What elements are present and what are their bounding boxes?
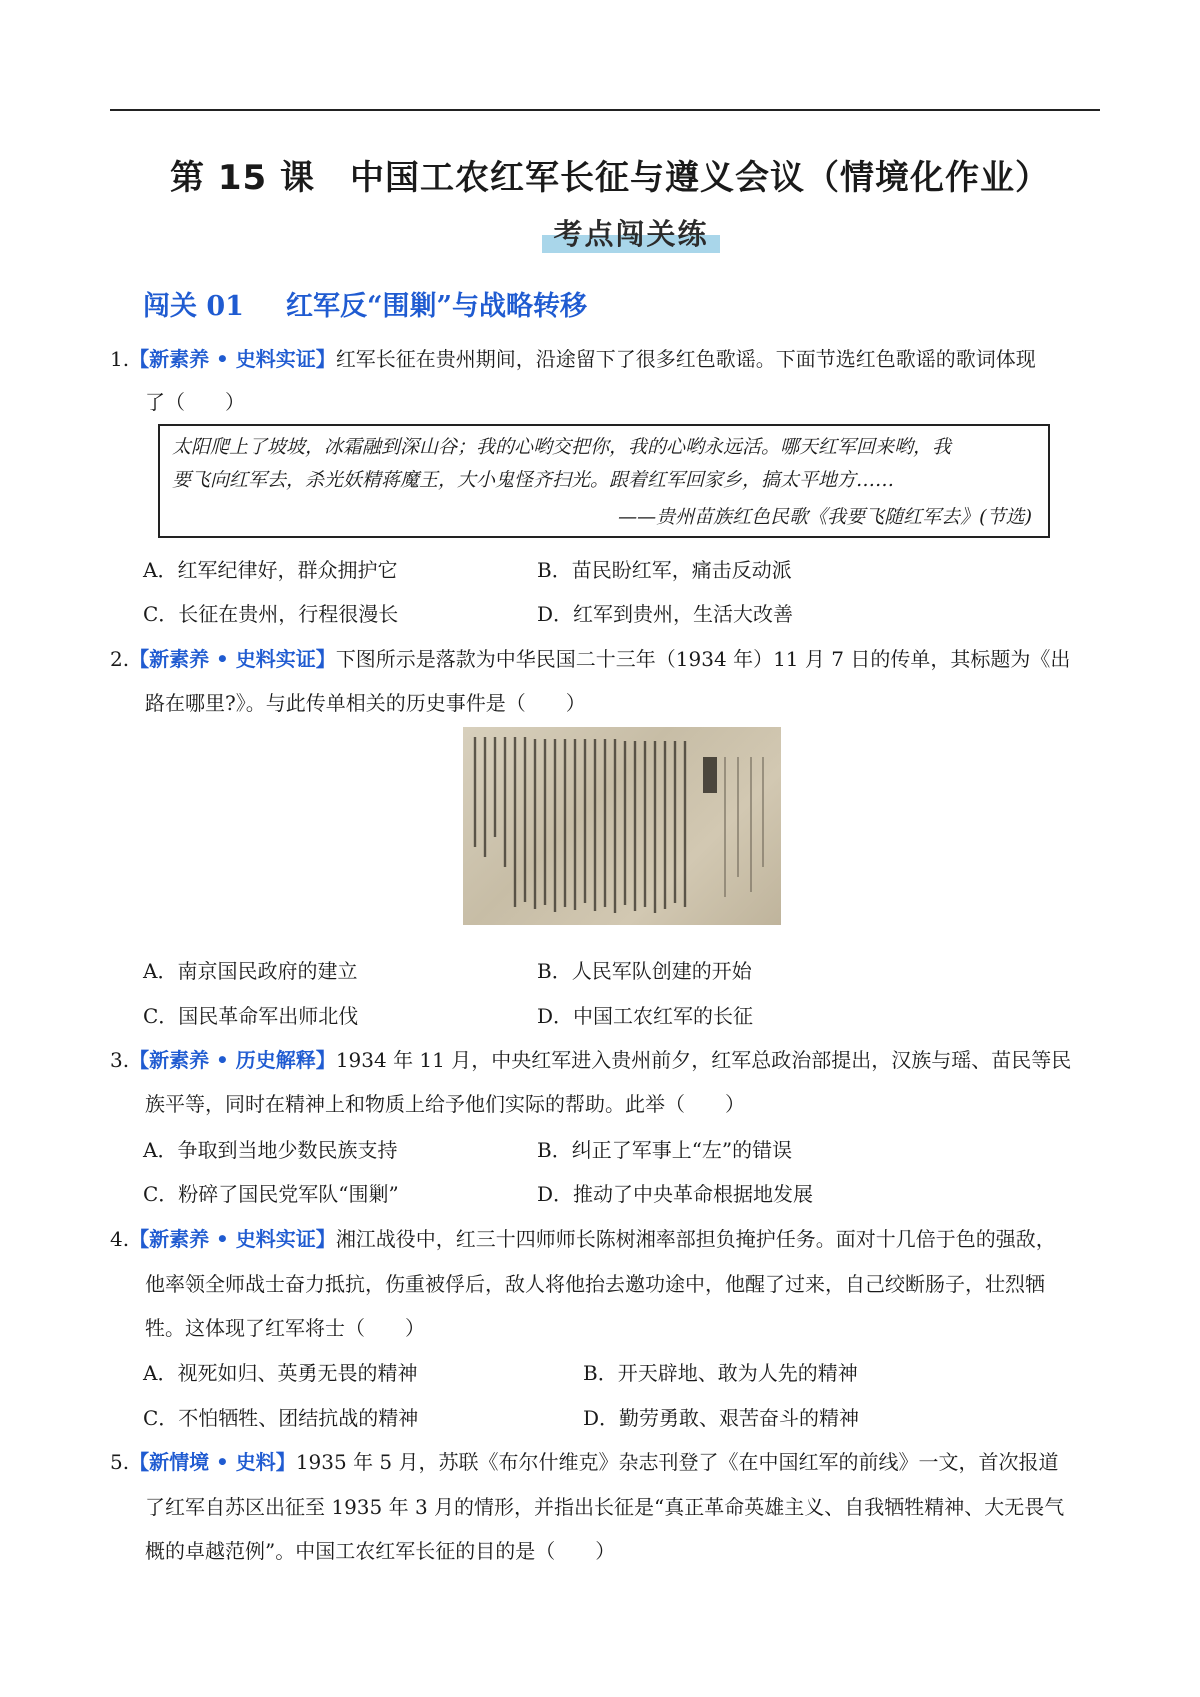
option-a[interactable]: A．红军纪律好，群众拥护它 — [143, 558, 398, 582]
question-number: 4. — [110, 1227, 130, 1251]
question-tag: 【新素养 • 史料实证】 — [129, 1227, 336, 1251]
option-d[interactable]: D．推动了中央革命根据地发展 — [537, 1182, 814, 1206]
question-5-stem-cont: 了红军自苏区出征至 1935 年 3 月的情形，并指出长征是“真正革命英雄主义、自我牺牲精神、大无畏气 — [145, 1495, 1065, 1519]
option-a[interactable]: A．视死如归、英勇无畏的精神 — [143, 1361, 418, 1385]
question-text: 湘江战役中，红三十四师师长陈树湘率部担负掩护任务。面对十几倍于色的强敌， — [335, 1227, 1056, 1251]
option-b[interactable]: B．苗民盼红军，痛击反动派 — [537, 558, 792, 582]
option-b[interactable]: B．人民军队创建的开始 — [537, 959, 752, 983]
question-text: 下图所示是落款为中华民国二十三年（1934 年）11 月 7 日的传单，其标题为《出 — [335, 647, 1071, 671]
option-c[interactable]: C．国民革命军出师北伐 — [143, 1004, 359, 1028]
question-tag: 【新素养 • 史料实证】 — [129, 347, 336, 371]
subtitle: 考点闯关练 — [553, 217, 709, 251]
option-c[interactable]: C．粉碎了国民党军队“围剿” — [143, 1182, 399, 1206]
section-heading — [143, 284, 587, 323]
option-d[interactable]: D．中国工农红军的长征 — [537, 1004, 754, 1028]
option-c[interactable]: C．不怕牺牲、团结抗战的精神 — [143, 1406, 419, 1430]
option-d[interactable]: D．勤劳勇敢、艰苦奋斗的精神 — [583, 1406, 860, 1430]
subtitle-banner — [536, 215, 726, 257]
leaflet-image — [463, 727, 781, 925]
option-a[interactable]: A．南京国民政府的建立 — [143, 959, 358, 983]
page-title: 第 15 课 中国工农红军长征与遵义会议（情境化作业） — [170, 158, 1050, 198]
section-number: 闯关 01 — [143, 291, 244, 322]
question-3-stem — [110, 1046, 1071, 1074]
option-b[interactable]: B．纠正了军事上“左”的错误 — [537, 1138, 793, 1162]
question-tag: 【新情境 • 史料】 — [129, 1450, 296, 1474]
question-tag: 【新素养 • 历史解释】 — [129, 1048, 336, 1072]
question-number: 5. — [110, 1450, 130, 1474]
question-4-stem — [110, 1225, 1056, 1253]
leaflet-photo — [463, 727, 781, 925]
option-c[interactable]: C．长征在贵州，行程很漫长 — [143, 602, 399, 626]
option-d[interactable]: D．红军到贵州，生活大改善 — [537, 602, 794, 626]
question-tag: 【新素养 • 史料实证】 — [129, 647, 336, 671]
question-number: 1. — [110, 347, 130, 371]
quote-line: 要飞向红军去，杀光妖精蒋魔王，大小鬼怪齐扫光。跟着红军回家乡，搞太平地方…… — [172, 469, 895, 491]
question-number: 3. — [110, 1048, 130, 1072]
question-1-stem — [110, 345, 1036, 373]
section-name: 红军反“围剿”与战略转移 — [285, 291, 588, 322]
quote-source: ——贵州苗族红色民歌《我要飞随红军去》(节选) — [618, 506, 1032, 528]
question-text: 红军长征在贵州期间，沿途留下了很多红色歌谣。下面节选红色歌谣的歌词体现 — [335, 347, 1036, 371]
question-text: 1934 年 11 月，中央红军进入贵州前夕，红军总政治部提出，汉族与瑶、苗民等民 — [335, 1048, 1072, 1072]
quote-line: 太阳爬上了坡坡，冰霜融到深山谷；我的心哟交把你，我的心哟永远活。哪天红军回来哟，我 — [172, 436, 952, 458]
question-4-stem-cont: 他率领全师战士奋力抵抗，伤重被俘后，敌人将他抬去邀功途中，他醒了过来，自己绞断肠子，壮烈牺 — [145, 1272, 1045, 1296]
question-5-stem-cont: 概的卓越范例”。中国工农红军长征的目的是（ ） — [145, 1539, 616, 1563]
question-number: 2. — [110, 647, 130, 671]
question-4-stem-cont: 牲。这体现了红军将士（ ） — [145, 1316, 425, 1340]
question-1-stem-cont: 了（ ） — [145, 390, 245, 414]
quote-box — [158, 424, 1050, 538]
option-a[interactable]: A．争取到当地少数民族支持 — [143, 1138, 398, 1162]
header-rule — [110, 109, 1100, 111]
question-3-stem-cont: 族平等，同时在精神上和物质上给予他们实际的帮助。此举（ ） — [145, 1092, 745, 1116]
question-2-stem — [110, 645, 1070, 673]
question-text: 1935 年 5 月，苏联《布尔什维克》杂志刊登了《在中国红军的前线》一文，首次报道 — [295, 1450, 1059, 1474]
question-2-stem-cont: 路在哪里?》。与此传单相关的历史事件是（ ） — [145, 691, 586, 715]
option-b[interactable]: B．开天辟地、敢为人先的精神 — [583, 1361, 858, 1385]
question-5-stem — [110, 1448, 1059, 1476]
